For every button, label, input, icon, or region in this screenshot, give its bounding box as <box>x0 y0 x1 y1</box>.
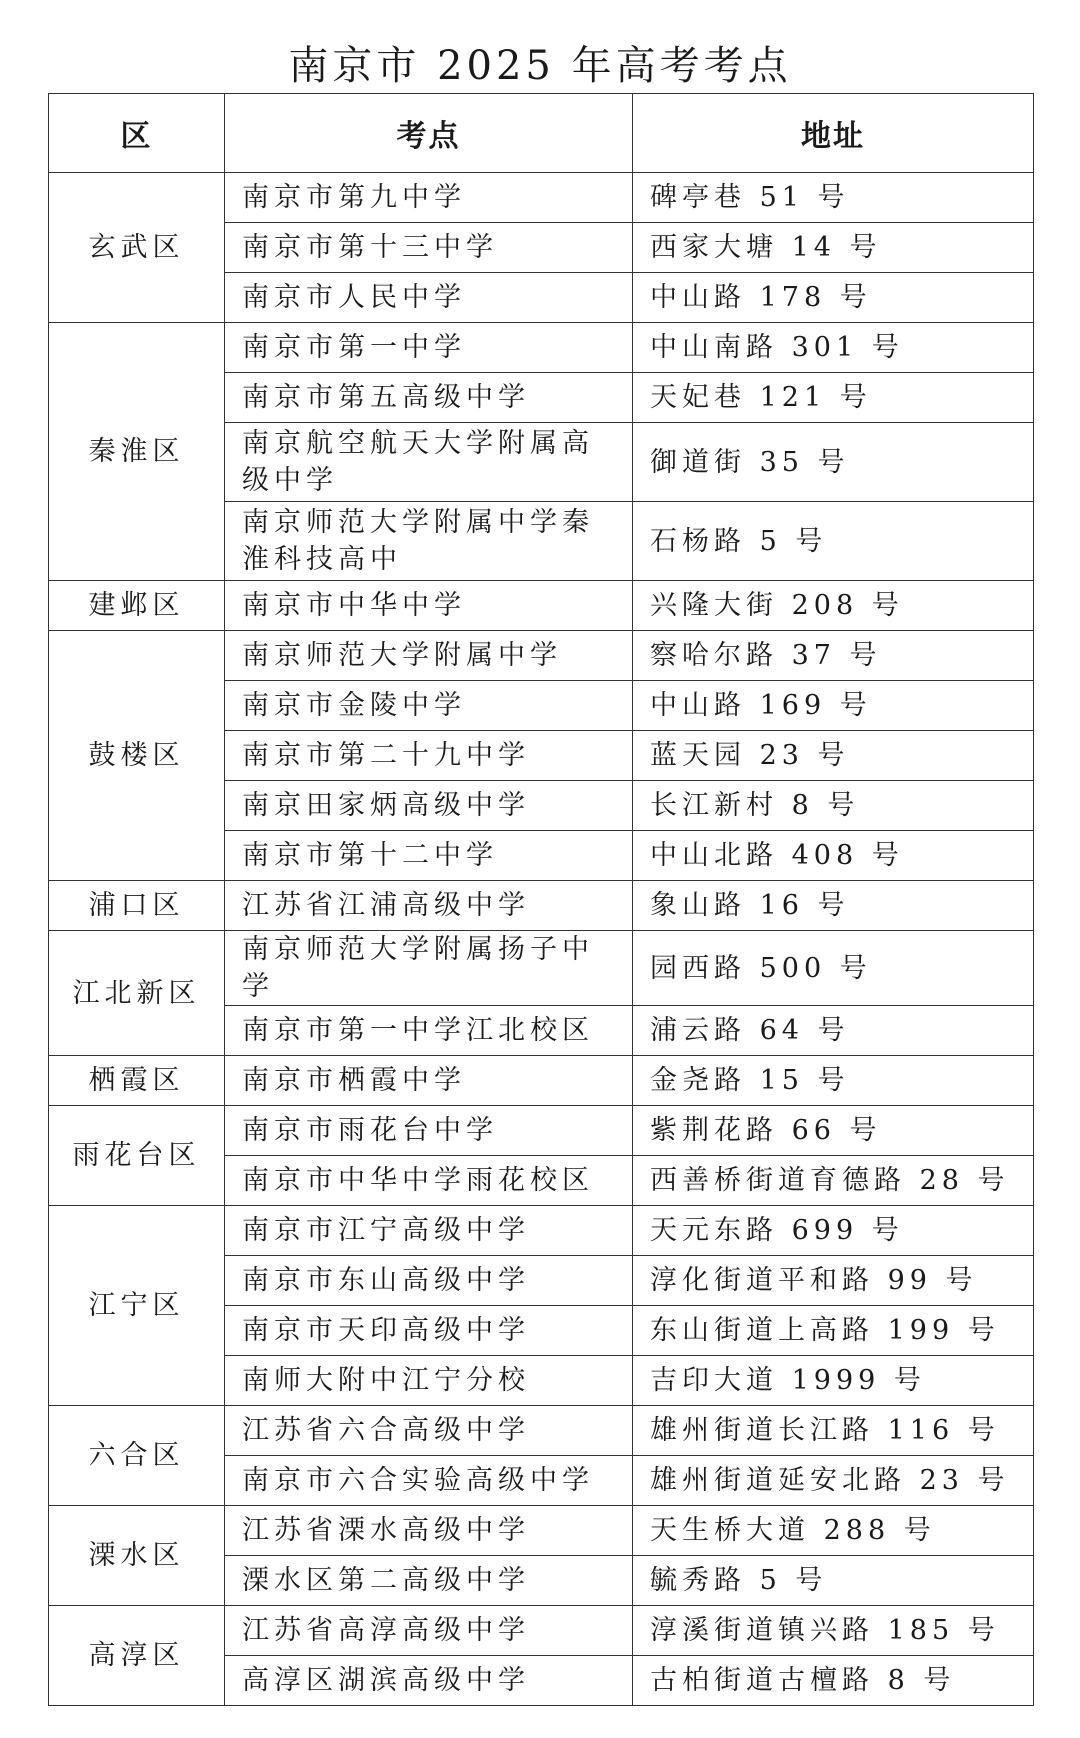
address-cell: 淳化街道平和路 99 号 <box>633 1256 1034 1306</box>
district-cell: 鼓楼区 <box>49 631 225 881</box>
table-row <box>49 173 1034 223</box>
exam-site-cell: 南京市第十二中学 <box>225 831 633 881</box>
exam-site-cell: 南京市中华中学 <box>225 581 633 631</box>
address-cell: 察哈尔路 37 号 <box>633 631 1034 681</box>
district-cell: 雨花台区 <box>49 1106 225 1206</box>
table-row <box>49 1206 1034 1256</box>
district-cell: 高淳区 <box>49 1606 225 1706</box>
address-cell: 御道街 35 号 <box>633 423 1034 502</box>
table-row <box>49 1056 1034 1106</box>
address-cell: 天妃巷 121 号 <box>633 373 1034 423</box>
table-row <box>49 581 1034 631</box>
address-cell: 雄州街道长江路 116 号 <box>633 1406 1034 1456</box>
address-cell: 吉印大道 1999 号 <box>633 1356 1034 1406</box>
exam-site-cell: 南京市江宁高级中学 <box>225 1206 633 1256</box>
exam-site-cell: 南京田家炳高级中学 <box>225 781 633 831</box>
exam-site-cell: 南京师范大学附属扬子中学 <box>225 931 633 1006</box>
address-cell: 象山路 16 号 <box>633 881 1034 931</box>
exam-site-cell: 南京市第一中学江北校区 <box>225 1006 633 1056</box>
address-cell: 石杨路 5 号 <box>633 502 1034 581</box>
address-cell: 中山南路 301 号 <box>633 323 1034 373</box>
address-cell: 雄州街道延安北路 23 号 <box>633 1456 1034 1506</box>
exam-site-cell: 南京市中华中学雨花校区 <box>225 1156 633 1206</box>
table-row <box>49 323 1034 373</box>
district-cell: 玄武区 <box>49 173 225 323</box>
exam-site-cell: 南京市第五高级中学 <box>225 373 633 423</box>
address-cell: 紫荆花路 66 号 <box>633 1106 1034 1156</box>
table-row <box>49 1506 1034 1556</box>
exam-site-cell: 南京市雨花台中学 <box>225 1106 633 1156</box>
exam-site-cell: 南京市人民中学 <box>225 273 633 323</box>
exam-site-cell: 江苏省溧水高级中学 <box>225 1506 633 1556</box>
exam-site-cell: 南京市金陵中学 <box>225 681 633 731</box>
address-cell: 碑亭巷 51 号 <box>633 173 1034 223</box>
exam-site-cell: 南京市第二十九中学 <box>225 731 633 781</box>
district-cell: 六合区 <box>49 1406 225 1506</box>
address-cell: 金尧路 15 号 <box>633 1056 1034 1106</box>
table-row <box>49 1106 1034 1156</box>
exam-site-cell: 江苏省高淳高级中学 <box>225 1606 633 1656</box>
exam-site-cell: 南京航空航天大学附属高级中学 <box>225 423 633 502</box>
address-cell: 天元东路 699 号 <box>633 1206 1034 1256</box>
address-cell: 兴隆大街 208 号 <box>633 581 1034 631</box>
exam-site-cell: 南师大附中江宁分校 <box>225 1356 633 1406</box>
exam-sites-table <box>48 93 1034 1706</box>
exam-site-cell: 南京市第九中学 <box>225 173 633 223</box>
table-row <box>49 931 1034 1006</box>
exam-site-cell: 江苏省六合高级中学 <box>225 1406 633 1456</box>
address-cell: 东山街道上高路 199 号 <box>633 1306 1034 1356</box>
address-cell: 中山路 178 号 <box>633 273 1034 323</box>
header-exam-site: 考点 <box>225 94 633 173</box>
address-cell: 浦云路 64 号 <box>633 1006 1034 1056</box>
address-cell: 长江新村 8 号 <box>633 781 1034 831</box>
exam-site-cell: 高淳区湖滨高级中学 <box>225 1656 633 1706</box>
address-cell: 淳溪街道镇兴路 185 号 <box>633 1606 1034 1656</box>
table-row <box>49 1606 1034 1656</box>
address-cell: 毓秀路 5 号 <box>633 1556 1034 1606</box>
table-row <box>49 1406 1034 1456</box>
address-cell: 中山路 169 号 <box>633 681 1034 731</box>
table-row <box>49 881 1034 931</box>
district-cell: 浦口区 <box>49 881 225 931</box>
table-header-row <box>49 94 1034 173</box>
address-cell: 蓝天园 23 号 <box>633 731 1034 781</box>
exam-site-cell: 南京市六合实验高级中学 <box>225 1456 633 1506</box>
district-cell: 江宁区 <box>49 1206 225 1406</box>
district-cell: 建邺区 <box>49 581 225 631</box>
exam-site-cell: 南京市第一中学 <box>225 323 633 373</box>
address-cell: 西善桥街道育德路 28 号 <box>633 1156 1034 1206</box>
district-cell: 栖霞区 <box>49 1056 225 1106</box>
exam-site-cell: 溧水区第二高级中学 <box>225 1556 633 1606</box>
header-district: 区 <box>49 94 225 173</box>
exam-site-cell: 南京市东山高级中学 <box>225 1256 633 1306</box>
header-address: 地址 <box>633 94 1034 173</box>
district-cell: 江北新区 <box>49 931 225 1056</box>
page-title: 南京市 2025 年高考考点 <box>288 43 792 89</box>
address-cell: 园西路 500 号 <box>633 931 1034 1006</box>
address-cell: 西家大塘 14 号 <box>633 223 1034 273</box>
district-cell: 溧水区 <box>49 1506 225 1606</box>
table-body <box>49 173 1034 1706</box>
exam-site-cell: 江苏省江浦高级中学 <box>225 881 633 931</box>
address-cell: 天生桥大道 288 号 <box>633 1506 1034 1556</box>
address-cell: 古柏街道古檀路 8 号 <box>633 1656 1034 1706</box>
exam-site-cell: 南京市天印高级中学 <box>225 1306 633 1356</box>
exam-site-cell: 南京市栖霞中学 <box>225 1056 633 1106</box>
exam-site-cell: 南京市第十三中学 <box>225 223 633 273</box>
district-cell: 秦淮区 <box>49 323 225 581</box>
address-cell: 中山北路 408 号 <box>633 831 1034 881</box>
exam-site-cell: 南京师范大学附属中学秦淮科技高中 <box>225 502 633 581</box>
exam-site-cell: 南京师范大学附属中学 <box>225 631 633 681</box>
table-row <box>49 631 1034 681</box>
